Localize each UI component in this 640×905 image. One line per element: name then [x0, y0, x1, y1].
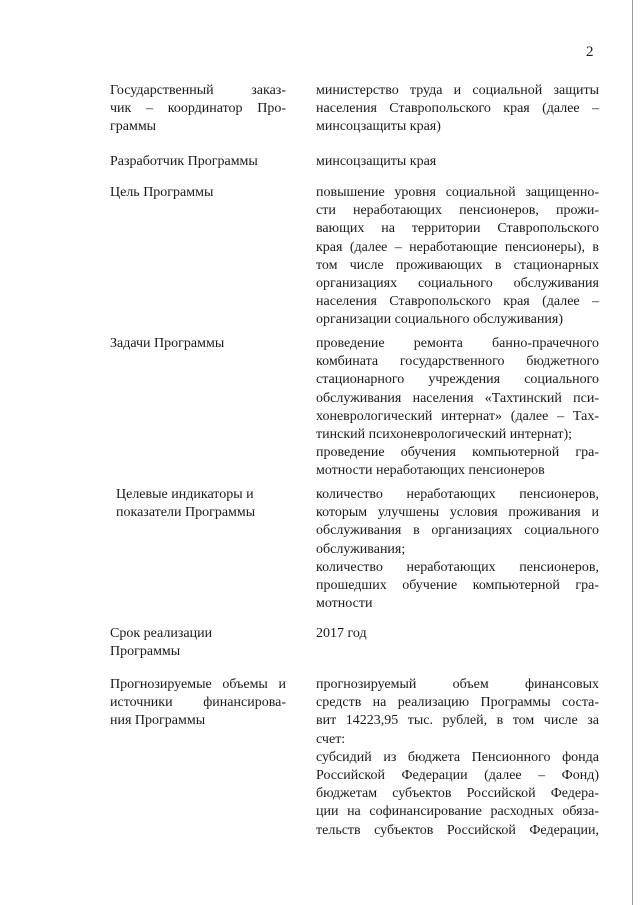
row-label [110, 82, 286, 137]
value-line: Российской Федерации (далее – Фонд) [316, 768, 599, 784]
row-label [110, 676, 286, 731]
value-line: обслуживания населения «Тахтинский пси- [316, 390, 599, 406]
value-line: вающих на территории Ставропольского [316, 221, 599, 237]
label-line: источники финансирова- [110, 695, 286, 711]
value-line: минсоцзащиты края [316, 154, 437, 169]
row-value [316, 676, 599, 840]
value-line: которым улучшены условия проживания и [316, 505, 599, 521]
value-line: стационарного учреждения социального [316, 372, 599, 388]
row-value [316, 625, 599, 643]
row-value [316, 184, 599, 330]
value-line: ции на софинансирование расходных обяза- [316, 804, 599, 820]
value-line: населения Ставропольского края (далее – [316, 294, 599, 310]
value-line: населения Ставропольского края (далее – [316, 101, 599, 117]
value-line: средств на реализацию Программы соста- [316, 695, 599, 711]
row-value [316, 82, 599, 137]
value-line: повышение уровня социальной защищенно- [316, 185, 599, 200]
value-line: минсоцзащиты края) [316, 119, 441, 135]
value-line: прогнозируемый объем финансовых [316, 677, 599, 692]
value-line: количество неработающих пенсионеров, [316, 559, 599, 575]
value-line: сти неработающих пенсионеров, прожи- [316, 203, 599, 219]
value-line: министерство труда и социальной защиты [316, 83, 599, 98]
label-line: Цель Программы [110, 185, 214, 200]
row-label [116, 486, 292, 522]
page-number: 2 [586, 44, 594, 60]
row-value [316, 153, 599, 171]
row-label [110, 335, 286, 353]
value-line: проведение ремонта банно-прачечного [316, 336, 599, 351]
row-value [316, 335, 599, 481]
label-line: Программы [110, 644, 181, 660]
label-line: чик – координатор Про- [110, 101, 286, 117]
label-line: Целевые индикаторы и [116, 487, 254, 502]
label-line: Прогнозируемые объемы и [110, 677, 286, 692]
value-line: обслуживания в организациях социального [316, 523, 599, 539]
value-line: счет: [316, 731, 346, 747]
value-line: обслуживания; [316, 541, 406, 557]
value-line: тельств субъектов Российской Федерации, [316, 822, 599, 838]
value-line: прошедших обучение компьютерной гра- [316, 578, 599, 594]
value-line: вит 14223,95 тыс. рублей, в том числе за [316, 713, 599, 729]
label-line: показатели Программы [116, 505, 256, 521]
row-label [110, 625, 286, 661]
page-edge-line [632, 0, 633, 905]
value-line: количество неработающих пенсионеров, [316, 487, 599, 502]
value-line: организациях социального обслуживания [316, 276, 599, 292]
value-line: бюджетам субъектов Российской Федера- [316, 786, 599, 802]
label-line: Срок реализации [110, 626, 213, 641]
row-label [110, 153, 286, 171]
value-line: хоневрологический интернат» (далее – Тах- [316, 408, 599, 424]
value-line: тинский психоневрологический интернат); [316, 427, 573, 443]
row-label [110, 184, 286, 202]
value-line: субсидий из бюджета Пенсионного фонда [316, 749, 599, 765]
label-line: Задачи Программы [110, 336, 225, 351]
row-value [316, 486, 599, 613]
label-line: Государственный заказ- [110, 83, 286, 98]
value-line: края (далее – неработающие пенсионеры), в [316, 239, 599, 255]
label-line: Разработчик Программы [110, 154, 258, 169]
value-line: организации социального обслуживания) [316, 312, 563, 328]
value-line: проведение обучения компьютерной гра- [316, 445, 599, 461]
label-line: граммы [110, 119, 157, 135]
value-line: том числе проживающих в стационарных [316, 257, 599, 273]
label-line: ния Программы [110, 713, 206, 729]
value-line: мотности неработающих пенсионеров [316, 463, 545, 479]
value-line: комбината государственного бюджетного [316, 354, 599, 370]
value-line: мотности [316, 596, 373, 612]
value-line: 2017 год [316, 626, 367, 641]
